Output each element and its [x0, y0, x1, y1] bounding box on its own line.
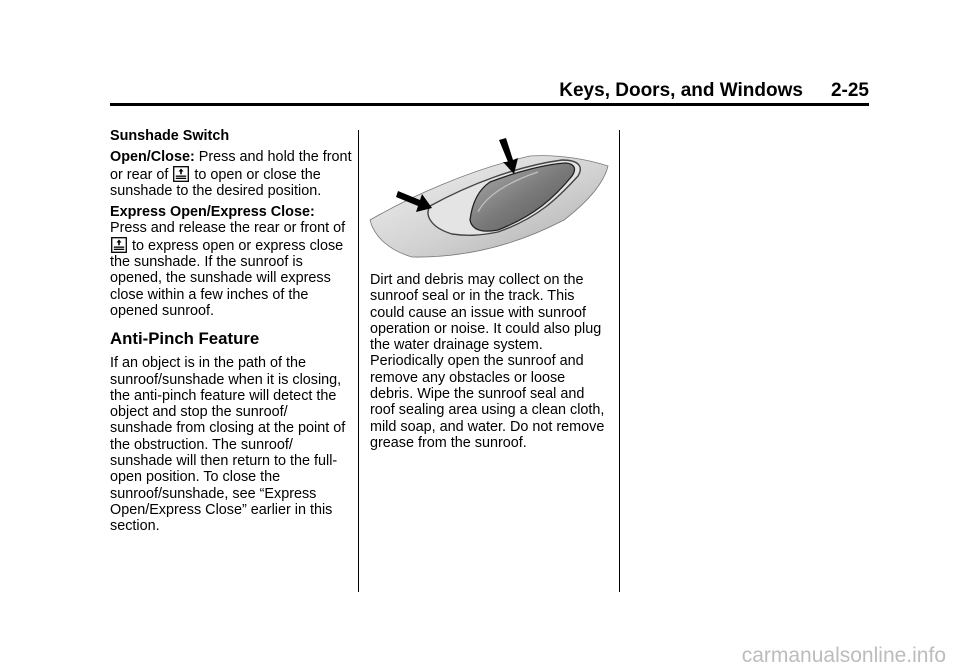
- open-close-paragraph: [110, 149, 352, 199]
- sunshade-switch-heading: Sunshade Switch: [110, 128, 230, 144]
- maintenance-paragraph: Dirt and debris may collect on the sunroof seal or in the track. This could cause an issue with sunroof operation or noise. It could also plug the water drainage system. Periodically open the sunroof and remove any obstacles or loose debris. Wipe the sunroof seal and roof sealing area using a clean cloth, mild soap, and water. Do not remove grease from the sunroof.: [370, 272, 605, 451]
- page-number: 2-25: [830, 80, 869, 101]
- left-column: [110, 128, 352, 540]
- open-close-text-a: Press and hold the front or rear of: [110, 149, 352, 183]
- page-header: [110, 80, 869, 102]
- express-label: Express Open/Express Close:: [110, 204, 315, 221]
- header-rule: [110, 103, 869, 106]
- section-title: Keys, Doors, and Windows: [559, 80, 803, 101]
- express-text-b: to express open or express close the sunshade. If the sunroof is opened, the sunshade will express close within a few inches of the opened sunroof.: [110, 237, 344, 319]
- middle-column: [370, 272, 612, 456]
- column-divider-2: [619, 130, 620, 592]
- anti-pinch-heading: Anti-Pinch Feature: [110, 329, 260, 349]
- anti-pinch-paragraph: If an object is in the path of the sunroof/sunshade when it is closing, the anti-pinch feature will detect the object and stop the sunroof/ sunshade from closing at the point of the obstruction. The sunroof/ sunshade will then return to the full-open position. To close the sunroof/sunshade, see “Express Open/Express Close” earlier in this section.: [110, 355, 346, 535]
- express-paragraph: [110, 204, 352, 319]
- sunroof-illustration: [368, 136, 610, 262]
- watermark: carmanualsonline.info: [741, 644, 946, 667]
- column-divider-1: [358, 130, 359, 592]
- open-close-text-b: to open or close the sunshade to the desired position.: [110, 166, 322, 199]
- sunshade-switch-icon: [111, 237, 127, 253]
- express-text-a: Press and release the rear or front of: [110, 220, 346, 237]
- sunshade-switch-icon: [173, 166, 189, 182]
- open-close-label: Open/Close:: [110, 149, 195, 166]
